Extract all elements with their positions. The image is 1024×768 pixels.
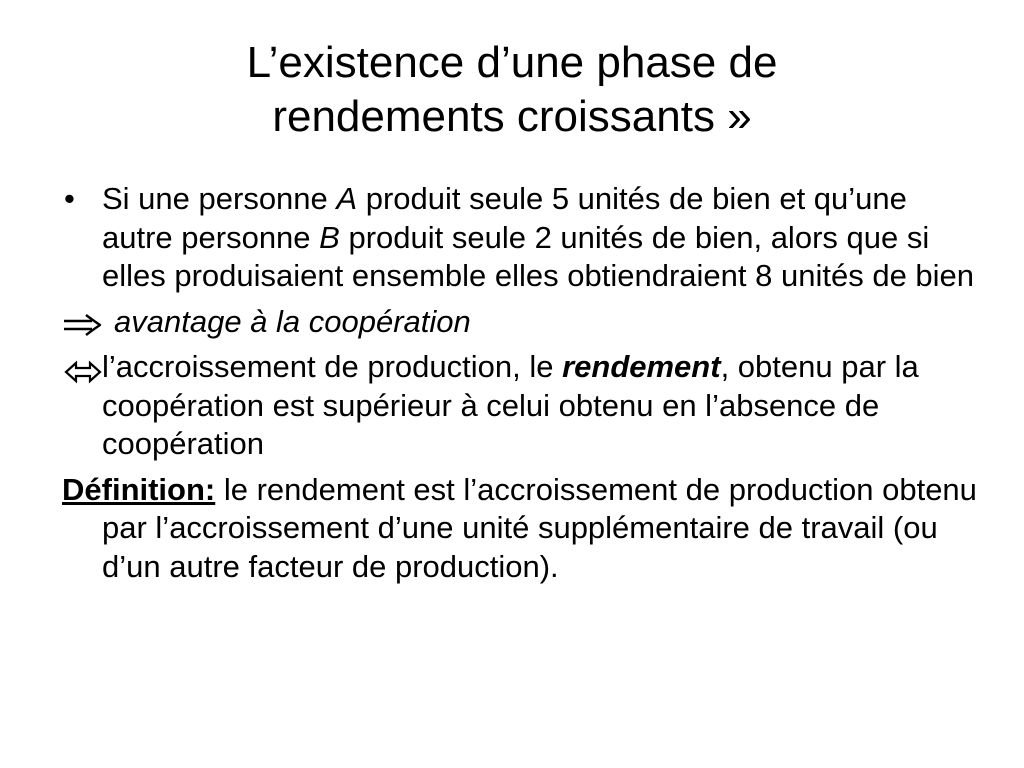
bullet-icon: • (64, 181, 75, 216)
title-line-2: rendements croissants » (272, 92, 752, 141)
implies-paragraph (62, 303, 982, 342)
p1-text-2: produit seule 5 unités de bien et qu’une autre personne (102, 181, 907, 255)
slide-body (62, 180, 982, 593)
person-a-label: A (336, 181, 358, 216)
equivalence-paragraph (62, 348, 982, 464)
definition-paragraph (62, 471, 982, 587)
implies-text: avantage à la coopération (114, 303, 471, 339)
rendement-emphasis: rendement (562, 349, 721, 384)
p3-text-1: l’accroissement de production, le (102, 349, 563, 384)
definition-text: le rendement est l’accroissement de production obtenu par l’accroissement d’une unité supplémentaire de travail (ou d’un autre facteur de production). (102, 471, 977, 584)
definition-label: Définition: (62, 471, 216, 507)
double-arrow-icon (62, 351, 102, 390)
bullet-paragraph (62, 180, 982, 296)
title-line-1: L’existence d’une phase de (246, 38, 778, 87)
p3-text-2: , obtenu par la coopération est supérieur à celui obtenu en l’absence de coopération (102, 349, 919, 461)
p1-text-3: produit seule 2 unités de bien, alors que si elles produisaient ensemble elles obtiendraient 8 unités de bien (102, 219, 975, 293)
p1-text-1: Si une personne (102, 181, 337, 216)
implies-arrow-icon (62, 305, 102, 344)
person-b-label: B (319, 219, 340, 255)
slide-title (60, 36, 964, 144)
